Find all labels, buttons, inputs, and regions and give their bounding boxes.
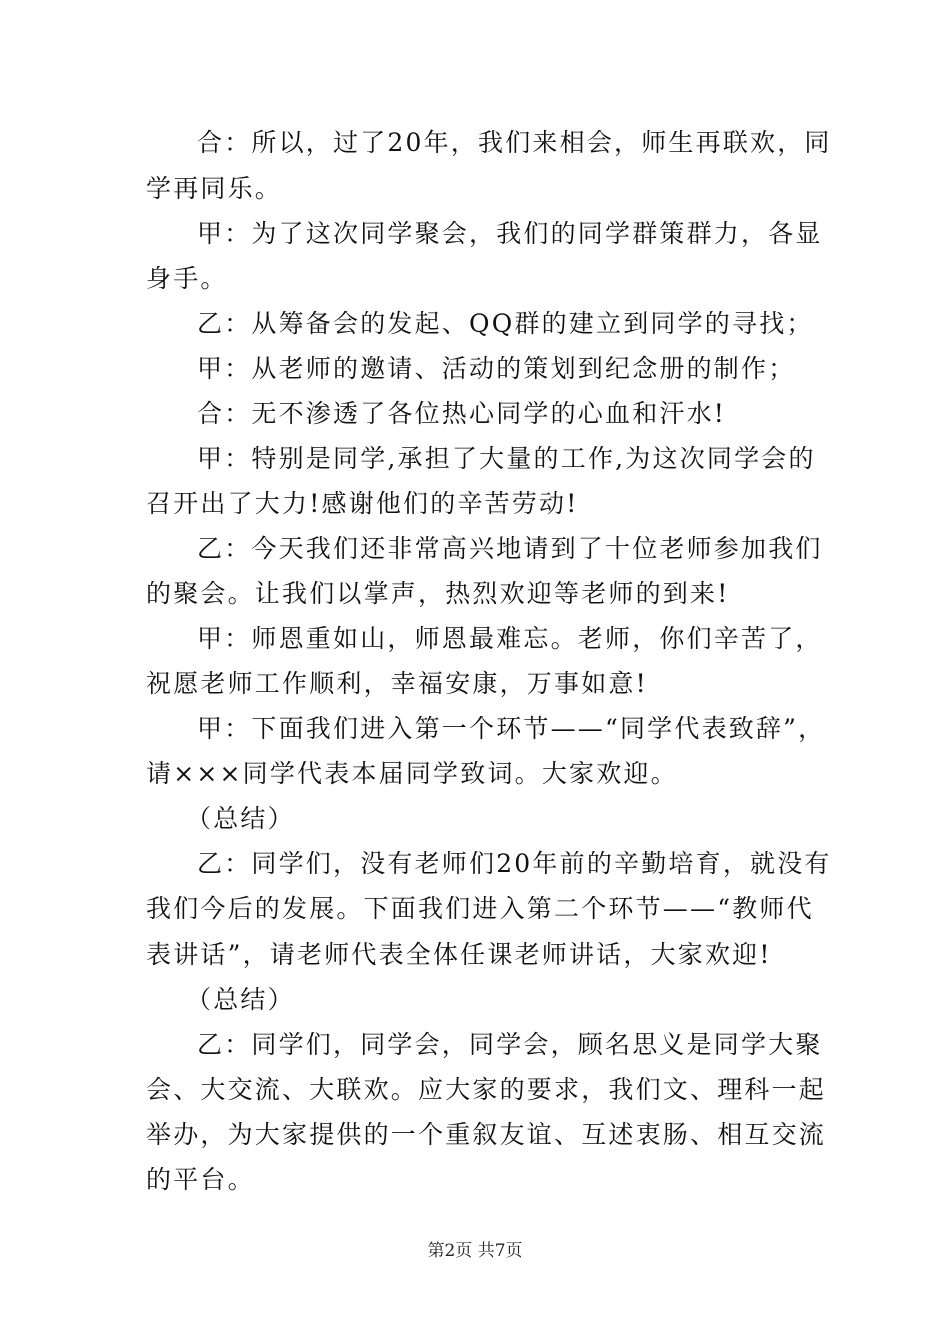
paragraph-line: 请×××同学代表本届同学致词。大家欢迎。 (146, 759, 678, 788)
paragraph-line: 乙：同学们，没有老师们20年前的辛勤培育，就没有 (197, 849, 832, 878)
summary-note: （总结） (186, 985, 295, 1014)
paragraph-line: 甲：下面我们进入第一个环节——“同学代表致辞”， (197, 714, 826, 743)
paragraph-line: 学再同乐。 (146, 174, 283, 203)
paragraph-line: 乙：今天我们还非常高兴地请到了十位老师参加我们 (197, 534, 823, 563)
paragraph-line: 表讲话”，请老师代表全体任课老师讲话，大家欢迎! (146, 940, 772, 969)
paragraph-line: 甲：师恩重如山，师恩最难忘。老师，你们辛苦了， (197, 624, 823, 653)
paragraph-line: 身手。 (146, 264, 228, 293)
paragraph-line: 甲：为了这次同学聚会，我们的同学群策群力，各显 (197, 219, 823, 248)
paragraph-line: 举办，为大家提供的一个重叙友谊、互述衷肠、相互交流 (146, 1120, 827, 1149)
paragraph-line: 的平台。 (146, 1165, 255, 1194)
paragraph-line: 乙：同学们，同学会，同学会，顾名思义是同学大聚 (197, 1030, 823, 1059)
paragraph-line: 乙：从筹备会的发起、QQ群的建立到同学的寻找； (197, 309, 814, 338)
page-number-footer: 第2页 共7页 (427, 1241, 523, 1261)
paragraph-line: 合：无不渗透了各位热心同学的心血和汗水! (197, 399, 727, 428)
paragraph-line: 的聚会。让我们以掌声，热烈欢迎等老师的到来! (146, 579, 730, 608)
paragraph-line: 会、大交流、大联欢。应大家的要求，我们文、理科一起 (146, 1075, 827, 1104)
paragraph-line: 祝愿老师工作顺利，幸福安康，万事如意! (146, 669, 648, 698)
paragraph-line: 甲：特别是同学,承担了大量的工作,为这次同学会的 (197, 444, 816, 473)
summary-note: （总结） (186, 804, 295, 833)
paragraph-line: 我们今后的发展。下面我们进入第二个环节——“教师代 (146, 894, 814, 923)
paragraph-line: 召开出了大力!感谢他们的辛苦劳动! (146, 489, 579, 518)
paragraph-line: 合：所以，过了20年，我们来相会，师生再联欢，同 (197, 128, 832, 157)
paragraph-line: 甲：从老师的邀请、活动的策划到纪念册的制作； (197, 354, 796, 383)
